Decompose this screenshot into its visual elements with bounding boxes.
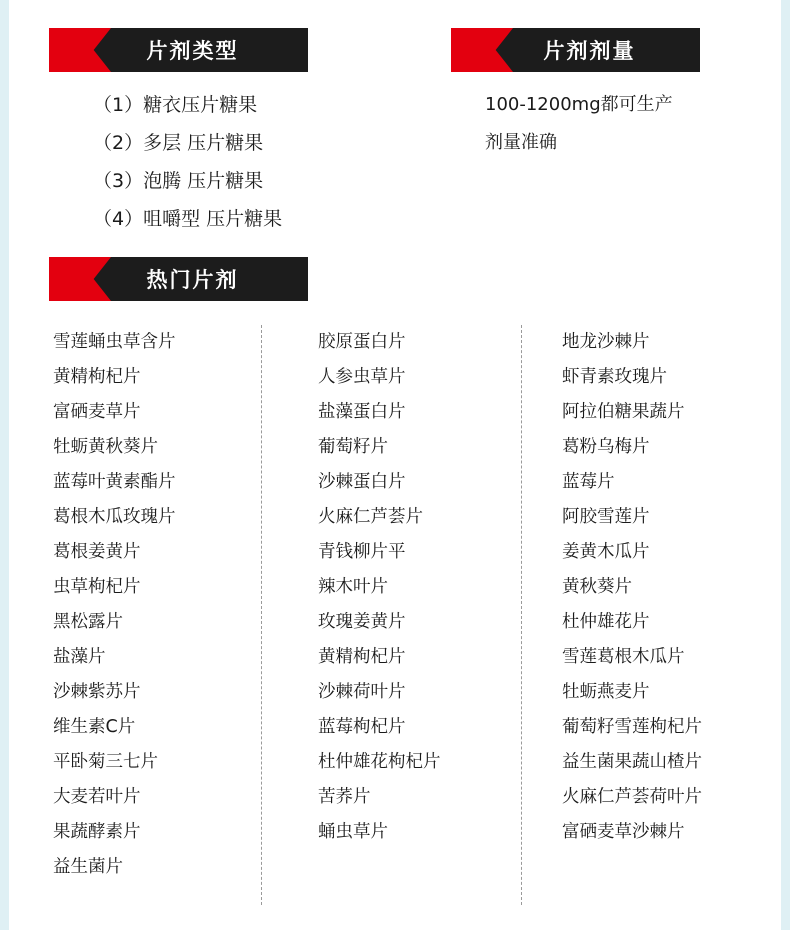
list-item: 蓝莓枸杞片 (318, 717, 406, 737)
section-header-tablet-type (49, 28, 308, 72)
list-item: 黄精枸杞片 (53, 367, 141, 387)
list-item: 辣木叶片 (318, 577, 388, 597)
list-item: （2）多层 压片糖果 (93, 132, 264, 154)
list-item: 富硒麦草片 (53, 402, 141, 422)
section-title-tablet-dose: 片剂剂量 (543, 39, 636, 63)
list-item: 姜黄木瓜片 (562, 542, 650, 562)
section-header-tablet-dose (451, 28, 700, 72)
list-item: 玫瑰姜黄片 (318, 612, 406, 632)
list-item: 益生菌片 (53, 857, 123, 877)
list-item: 沙棘蛋白片 (318, 472, 406, 492)
dose-line: 100-1200mg都可生产 (485, 94, 673, 115)
list-item: 富硒麦草沙棘片 (562, 822, 685, 842)
list-item: 火麻仁芦荟片 (318, 507, 423, 527)
list-item: 雪莲葛根木瓜片 (562, 647, 685, 667)
list-item: 阿拉伯糖果蔬片 (562, 402, 685, 422)
list-item: 黄秋葵片 (562, 577, 632, 597)
list-item: 葡萄籽片 (318, 437, 388, 457)
list-item: 沙棘荷叶片 (318, 682, 406, 702)
tablet-type-list (93, 86, 423, 238)
list-item: 维生素C片 (53, 717, 136, 737)
dose-line: 剂量准确 (485, 132, 557, 153)
list-item: 大麦若叶片 (53, 787, 141, 807)
list-item: 黑松露片 (53, 612, 123, 632)
list-item: 平卧菊三七片 (53, 752, 158, 772)
list-item: 虫草枸杞片 (53, 577, 141, 597)
popular-tablets-columns (9, 325, 781, 905)
banner-flag-icon (49, 257, 111, 301)
popular-column-1 (9, 325, 261, 905)
list-item: 人参虫草片 (318, 367, 406, 387)
list-item: 雪莲蛹虫草含片 (53, 332, 176, 352)
list-item: 黄精枸杞片 (318, 647, 406, 667)
list-item: 盐藻蛋白片 (318, 402, 406, 422)
list-item: 葡萄籽雪莲枸杞片 (562, 717, 702, 737)
list-item: 阿胶雪莲片 (562, 507, 650, 527)
list-item: 牡蛎黄秋葵片 (53, 437, 158, 457)
list-item: 杜仲雄花片 (562, 612, 650, 632)
list-item: （3）泡腾 压片糖果 (93, 170, 264, 192)
list-item: 胶原蛋白片 (318, 332, 406, 352)
section-title-tablet-type: 片剂类型 (146, 39, 239, 63)
list-item: 青钱柳片平 (318, 542, 406, 562)
list-item: 牡蛎燕麦片 (562, 682, 650, 702)
popular-column-3 (521, 325, 781, 905)
list-item: （4）咀嚼型 压片糖果 (93, 208, 283, 230)
page-inner (9, 0, 781, 930)
banner-flag-icon (451, 28, 513, 72)
list-item: （1）糖衣压片糖果 (93, 94, 258, 116)
list-item: 葛根姜黄片 (53, 542, 141, 562)
list-item: 蓝莓片 (562, 472, 615, 492)
list-item: 杜仲雄花枸杞片 (318, 752, 441, 772)
list-item: 葛粉乌梅片 (562, 437, 650, 457)
list-item: 虾青素玫瑰片 (562, 367, 667, 387)
section-header-popular-tablets (49, 257, 308, 301)
list-item: 沙棘紫苏片 (53, 682, 141, 702)
list-item: 蓝莓叶黄素酯片 (53, 472, 176, 492)
list-item: 苦荞片 (318, 787, 371, 807)
section-title-popular-tablets: 热门片剂 (146, 268, 239, 292)
list-item: 果蔬酵素片 (53, 822, 141, 842)
list-item: 益生菌果蔬山楂片 (562, 752, 702, 772)
list-item: 葛根木瓜玫瑰片 (53, 507, 176, 527)
list-item: 蛹虫草片 (318, 822, 388, 842)
list-item: 盐藻片 (53, 647, 106, 667)
banner-flag-icon (49, 28, 111, 72)
list-item: 地龙沙棘片 (562, 332, 650, 352)
list-item: 火麻仁芦荟荷叶片 (562, 787, 702, 807)
popular-column-2 (261, 325, 521, 905)
tablet-dose-text (485, 86, 765, 162)
